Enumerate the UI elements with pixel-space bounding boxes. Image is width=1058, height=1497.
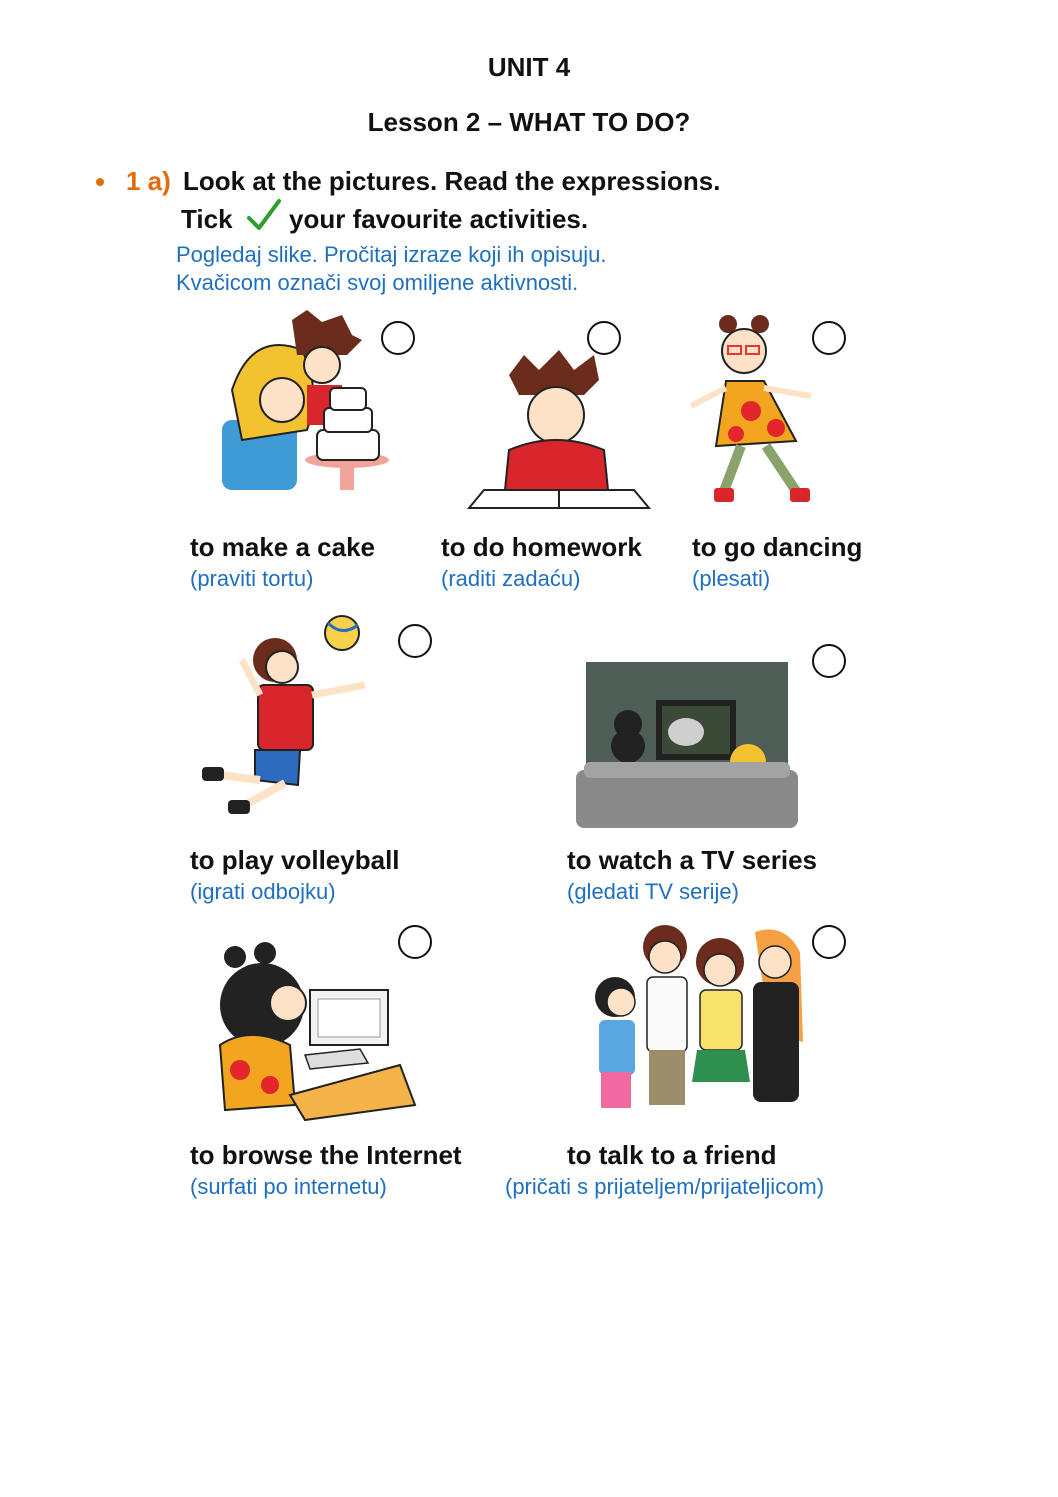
lesson-title: Lesson 2 – WHAT TO DO? — [367, 107, 691, 137]
activity-label-make-cake: to make a cake — [190, 532, 376, 562]
play-volleyball-illustration — [200, 615, 370, 825]
task-instruction-line2: your favourite activities. — [289, 204, 589, 234]
activity-translation-play-volleyball: (igrati odbojku) — [190, 879, 336, 904]
activity-label-play-volleyball: to play volleyball — [190, 845, 400, 875]
activity-label-do-homework: to do homework — [441, 532, 642, 562]
tick-circle-make-cake[interactable] — [381, 321, 415, 355]
tick-circle-browse-internet[interactable] — [398, 925, 432, 959]
watch-tv-illustration — [576, 662, 798, 828]
make-cake-illustration — [212, 310, 387, 500]
tick-circle-talk-to-friend[interactable] — [812, 925, 846, 959]
activity-translation-talk-to-friend: (pričati s prijateljem/prijateljicom) — [505, 1174, 825, 1199]
activity-translation-make-cake: (praviti tortu) — [190, 566, 314, 591]
tick-circle-do-homework[interactable] — [587, 321, 621, 355]
tick-circle-go-dancing[interactable] — [812, 321, 846, 355]
checkmark-icon — [246, 198, 282, 232]
activity-label-talk-to-friend: to talk to a friend — [567, 1140, 777, 1170]
activity-label-browse-internet: to browse the Internet — [190, 1140, 462, 1170]
talk-to-friend-illustration — [585, 922, 820, 1110]
tick-circle-watch-tv[interactable] — [812, 644, 846, 678]
activity-label-watch-tv: to watch a TV series — [567, 845, 817, 875]
activity-label-go-dancing: to go dancing — [692, 532, 863, 562]
tick-circle-play-volleyball[interactable] — [398, 624, 432, 658]
unit-title: UNIT 4 — [487, 52, 571, 82]
task-tick-word: Tick — [181, 204, 233, 234]
bullet-icon — [96, 178, 104, 186]
go-dancing-illustration — [686, 316, 816, 516]
activity-translation-browse-internet: (surfati po internetu) — [190, 1174, 387, 1199]
activity-translation-watch-tv: (gledati TV serije) — [567, 879, 739, 904]
do-homework-illustration — [464, 350, 654, 515]
task-instruction-line1: Look at the pictures. Read the expressions. — [183, 166, 721, 196]
browse-internet-illustration — [210, 945, 422, 1120]
activity-translation-go-dancing: (plesati) — [692, 566, 771, 591]
task-translation-line1: Pogledaj slike. Pročitaj izraze koji ih opisuju. — [176, 242, 607, 267]
task-number: 1 a) — [126, 166, 171, 196]
task-translation-line2: Kvačicom označi svoj omiljene aktivnosti. — [176, 270, 579, 295]
activity-translation-do-homework: (raditi zadaću) — [441, 566, 581, 591]
